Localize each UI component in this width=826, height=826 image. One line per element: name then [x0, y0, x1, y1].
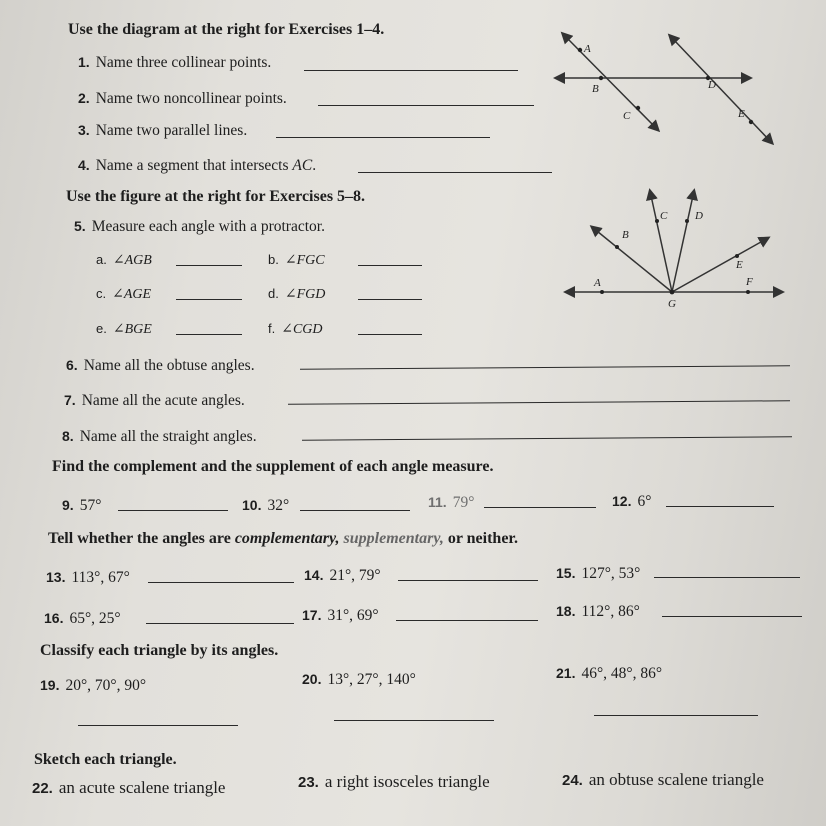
answer-blank-14[interactable] [398, 580, 538, 581]
item-value: 21°, 79° [329, 567, 381, 584]
item-21 [556, 665, 662, 683]
question-2 [78, 90, 287, 108]
answer-blank-9[interactable] [118, 510, 228, 511]
question-number: 1. [78, 54, 90, 70]
question-text: Name all the obtuse angles. [83, 357, 255, 374]
point-label-e: E [736, 259, 743, 271]
question-number: 2. [78, 90, 90, 106]
question-text: Name three collinear points. [95, 54, 272, 71]
angle-name: ∠FGD [284, 287, 326, 302]
item-number: 15. [556, 565, 576, 581]
item-number: 16. [44, 610, 64, 626]
item-number: 9. [62, 497, 74, 513]
question-number: 7. [64, 392, 76, 408]
item-18 [556, 603, 640, 621]
section1-heading: Use the diagram at the right for Exercises 1–4. [68, 21, 385, 38]
question-number: 5. [74, 218, 86, 234]
question-number: 4. [78, 157, 90, 173]
item-value: 113°, 67° [71, 569, 130, 586]
heading-italic-complementary: complementary, [234, 530, 340, 547]
answer-blank-5d[interactable] [358, 299, 422, 300]
section5-heading: Classify each triangle by its angles. [40, 642, 279, 659]
item-11 [428, 494, 474, 512]
answer-blank-20[interactable] [334, 720, 494, 721]
point-label-b: B [622, 229, 629, 241]
point-label-e: E [738, 108, 745, 120]
item-14 [304, 567, 381, 585]
item-letter: b. [268, 252, 279, 267]
answer-blank-8[interactable] [302, 436, 792, 440]
answer-blank-18[interactable] [662, 616, 802, 617]
question-7 [64, 392, 245, 410]
question-text: Name all the acute angles. [81, 392, 245, 409]
line-de [674, 40, 772, 143]
lines-diagram [550, 30, 800, 170]
item-9 [62, 497, 101, 515]
section3-heading: Find the complement and the supplement of each angle measure. [52, 458, 494, 475]
answer-blank-11[interactable] [484, 507, 596, 508]
angles-figure [560, 185, 790, 310]
item-20 [302, 671, 416, 689]
point-label-f: F [746, 276, 753, 288]
answer-blank-13[interactable] [148, 582, 294, 583]
ray-gd [672, 191, 694, 292]
heading-part: Tell whether the angles are [48, 530, 235, 547]
item-value: 20°, 70°, 90° [65, 677, 147, 694]
item-number: 13. [46, 569, 66, 585]
heading-italic-supplementary: supplementary, [343, 530, 444, 547]
heading-part: or neither. [443, 530, 519, 547]
item-value: 6° [637, 493, 652, 510]
question-text: Name two parallel lines. [95, 122, 248, 139]
item-16 [44, 610, 121, 628]
ray-ge [672, 238, 768, 292]
answer-blank-4[interactable] [358, 172, 552, 173]
item-value: 32° [267, 497, 290, 514]
question-number: 8. [62, 428, 74, 444]
angle-name: ∠AGE [112, 287, 152, 302]
item-15 [556, 565, 640, 583]
answer-blank-12[interactable] [666, 506, 774, 507]
item-value: 46°, 48°, 86° [581, 665, 663, 682]
item-19 [40, 677, 146, 695]
item-number: 23. [298, 774, 319, 791]
answer-blank-5e[interactable] [176, 334, 242, 335]
angle-name: ∠FGC [284, 253, 325, 268]
question-text: Measure each angle with a protractor. [91, 218, 325, 235]
item-number: 10. [242, 497, 262, 513]
angle-name: ∠AGB [112, 253, 152, 268]
point-label-a: A [584, 43, 591, 55]
angle-name: ∠CGD [281, 322, 323, 337]
item-value: 31°, 69° [327, 607, 379, 624]
point-label-d: D [695, 210, 703, 222]
point-label-c: C [660, 210, 668, 222]
angle-item-c [96, 286, 151, 303]
item-value: 79° [452, 494, 475, 511]
item-23 [298, 772, 490, 792]
question-1 [78, 54, 271, 72]
item-value: 112°, 86° [581, 603, 640, 620]
answer-blank-3[interactable] [276, 137, 490, 138]
section6-heading: Sketch each triangle. [34, 751, 177, 768]
item-10 [242, 497, 289, 515]
item-number: 11. [428, 494, 447, 510]
angle-name: ∠BGE [112, 322, 152, 337]
angle-item-e [96, 321, 152, 338]
answer-blank-10[interactable] [300, 510, 410, 511]
item-letter: d. [268, 286, 279, 301]
answer-blank-5a[interactable] [176, 265, 242, 266]
item-17 [302, 607, 379, 625]
answer-blank-21[interactable] [594, 715, 758, 716]
item-22 [32, 778, 225, 798]
item-letter: c. [96, 286, 107, 301]
item-number: 19. [40, 677, 60, 693]
angle-item-d [268, 286, 325, 303]
question-4 [78, 157, 316, 175]
question-tail: . [312, 157, 317, 174]
item-number: 17. [302, 607, 322, 623]
question-5 [74, 218, 325, 236]
answer-blank-15[interactable] [654, 577, 800, 578]
question-text: Name a segment that intersects [95, 157, 289, 174]
item-text: an acute scalene triangle [58, 778, 226, 797]
answer-blank-6[interactable] [300, 365, 790, 369]
segment-variable: AC [292, 157, 313, 174]
answer-blank-5c[interactable] [176, 299, 242, 300]
question-text: Name all the straight angles. [79, 428, 257, 445]
answer-blank-2[interactable] [318, 105, 534, 106]
item-number: 18. [556, 603, 576, 619]
angle-item-b [268, 252, 325, 269]
angle-item-f [268, 321, 323, 338]
item-text: an obtuse scalene triangle [588, 770, 764, 789]
item-number: 24. [562, 772, 583, 789]
item-text: a right isosceles triangle [324, 772, 490, 791]
item-letter: f. [268, 321, 276, 336]
answer-blank-7[interactable] [288, 400, 790, 405]
item-number: 22. [32, 780, 53, 797]
item-number: 20. [302, 671, 322, 687]
point-label-g: G [668, 298, 676, 310]
item-number: 12. [612, 493, 632, 509]
answer-blank-16[interactable] [146, 623, 294, 624]
question-3 [78, 122, 247, 140]
item-letter: e. [96, 321, 107, 336]
answer-blank-5b[interactable] [358, 265, 422, 266]
question-6 [66, 357, 255, 375]
item-value: 127°, 53° [581, 565, 641, 582]
point-label-a: A [594, 277, 601, 289]
item-letter: a. [96, 252, 107, 267]
item-number: 21. [556, 665, 576, 681]
question-number: 6. [66, 357, 78, 373]
item-13 [46, 569, 130, 587]
item-24 [562, 770, 764, 790]
answer-blank-1[interactable] [304, 70, 518, 71]
answer-blank-17[interactable] [396, 620, 538, 621]
item-value: 57° [79, 497, 102, 514]
item-number: 14. [304, 567, 324, 583]
angle-item-a [96, 252, 152, 269]
point-label-d: D [708, 79, 716, 91]
item-12 [612, 493, 651, 511]
section4-heading [48, 530, 518, 548]
point-label-c: C [623, 110, 631, 122]
question-number: 3. [78, 122, 90, 138]
item-value: 13°, 27°, 140° [327, 671, 416, 688]
question-text: Name two noncollinear points. [95, 90, 287, 107]
section2-heading: Use the figure at the right for Exercises 5–8. [66, 188, 366, 205]
answer-blank-5f[interactable] [358, 334, 422, 335]
point-label-b: B [592, 83, 599, 95]
question-8 [62, 428, 257, 446]
answer-blank-19[interactable] [78, 725, 238, 726]
item-value: 65°, 25° [69, 610, 121, 627]
